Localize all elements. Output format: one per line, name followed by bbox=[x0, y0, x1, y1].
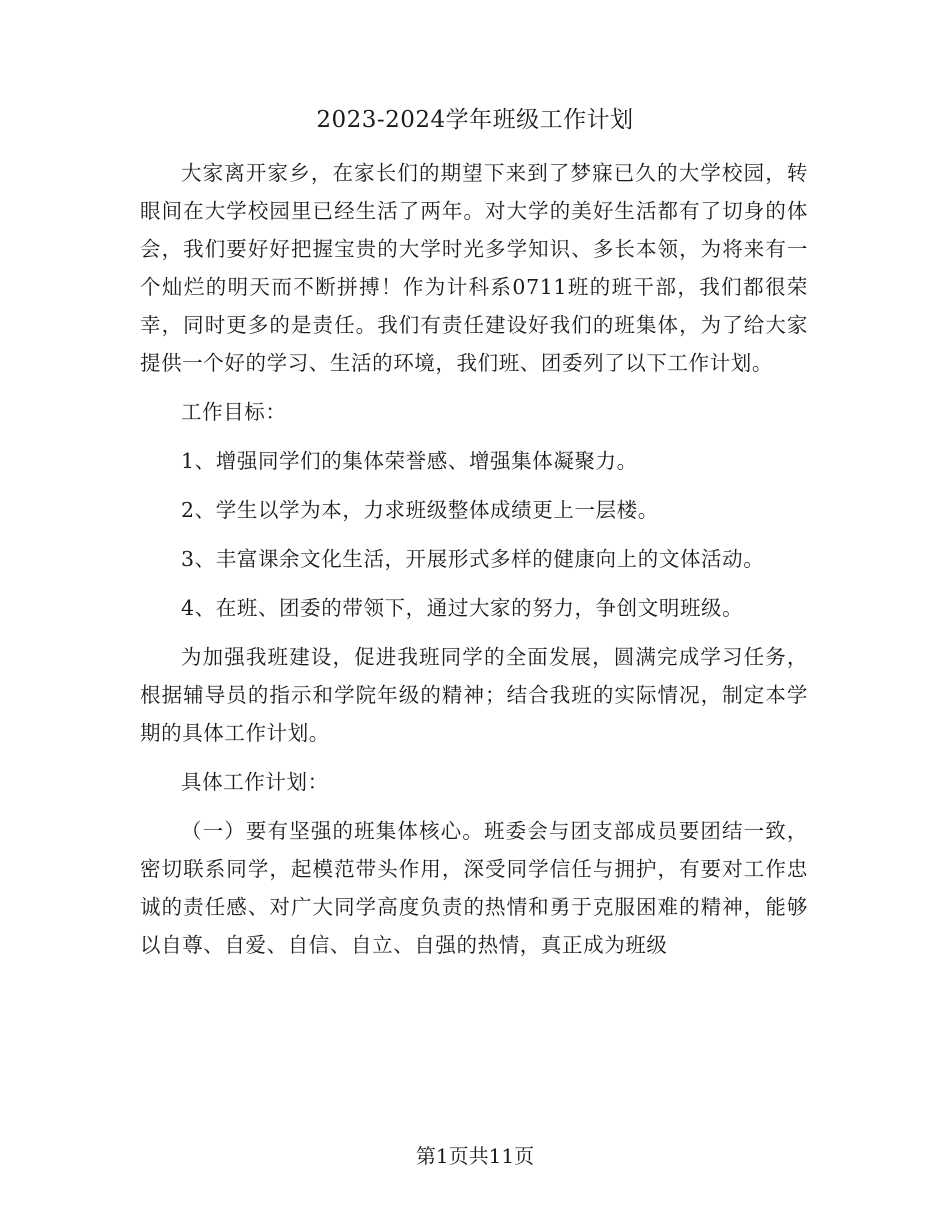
paragraph-plan-intro: 为加强我班建设，促进我班同学的全面发展，圆满完成学习任务，根据辅导员的指示和学院年级的精神；结合我班的实际情况，制定本学期的具体工作计划。 bbox=[140, 645, 808, 745]
paragraph-intro: 大家离开家乡，在家长们的期望下来到了梦寐已久的大学校园，转眼间在大学校园里已经生活了两年。对大学的美好生活都有了切身的体会，我们要好好把握宝贵的大学时光多学知识、多长本领，为将来有一个灿烂的明天而不断拼搏！作为计科系0711班的班干部，我们都很荣幸，同时更多的是责任。我们有责任建设好我们的班集体，为了给大家提供一个好的学习、生活的环境，我们班、团委列了以下工作计划。 bbox=[140, 161, 808, 375]
document-body bbox=[140, 154, 808, 975]
paragraph-goals-heading: 工作目标： bbox=[181, 400, 287, 424]
paragraph-goal-2: 2、学生以学为本，力求班级整体成绩更上一层楼。 bbox=[181, 498, 659, 522]
document-title: 2023-2024学年班级工作计划 bbox=[316, 107, 634, 133]
paragraph-goal-3: 3、丰富课余文化生活，开展形式多样的健康向上的文体活动。 bbox=[181, 547, 765, 571]
paragraph-goal-4: 4、在班、团委的带领下，通过大家的努力，争创文明班级。 bbox=[181, 596, 744, 620]
paragraph-goal-1: 1、增强同学们的集体荣誉感、增强集体凝聚力。 bbox=[181, 449, 638, 473]
paragraph-plan-heading: 具体工作计划： bbox=[181, 770, 329, 794]
page-number-footer: 第1页共11页 bbox=[415, 1144, 535, 1168]
paragraph-plan-item-1: （一）要有坚强的班集体核心。班委会与团支部成员要团结一致，密切联系同学，起模范带头作用，深受同学信任与拥护，有要对工作忠诚的责任感、对广大同学高度负责的热情和勇于克服困难的精神，能够以自尊、自爱、自信、自立、自强的热情，真正成为班级 bbox=[140, 819, 808, 957]
